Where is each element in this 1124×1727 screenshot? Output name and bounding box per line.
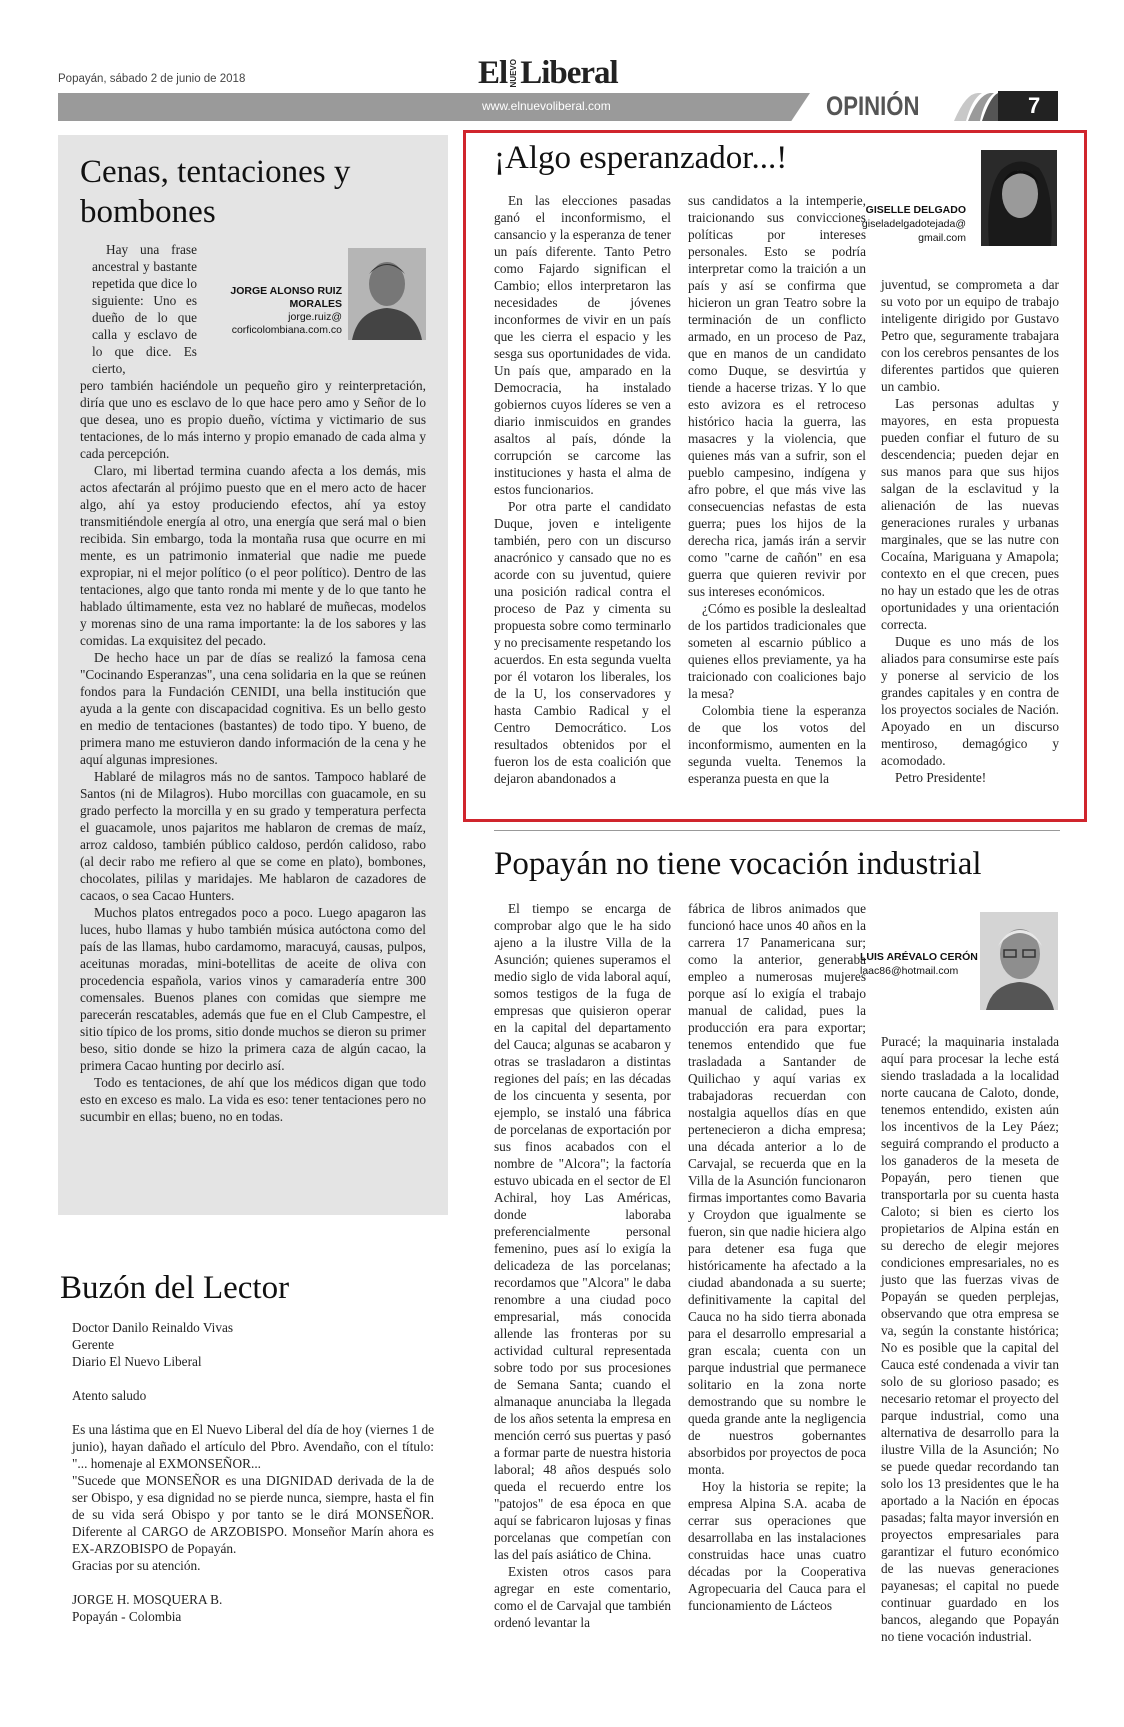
letter-line: Doctor Danilo Reinaldo Vivas — [72, 1320, 234, 1335]
author-byline — [860, 950, 980, 978]
header-date: Popayán, sábado 2 de junio de 2018 — [58, 73, 246, 85]
letter-body — [72, 1319, 434, 1625]
author-name: GISELLE DELGADO — [865, 204, 966, 216]
letter-line: Atento saludo — [72, 1388, 147, 1403]
article-paragraph: Hay una frase ancestral y bastante repetida que dice lo siguiente: Uno es dueño de lo que calla y esclavo de lo que dice. Es cierto, — [92, 242, 197, 376]
letter-line: Diario El Nuevo Liberal — [72, 1354, 202, 1369]
website-link[interactable]: www.elnuevoliberal.com — [482, 99, 611, 113]
section-divider — [494, 830, 1060, 831]
letter-line: "Sucede que MONSEÑOR es una DIGNIDAD derivada de la de ser Obispo, y esa dignidad no se pierde nunca, siempre, hasta el fin de su vida será Obispo y por tanto se le dirá MONSEÑOR. Diferente al CARGO de ARZOBISPO. Monseñor Marín ahora es EX-ARZOBISPO de Popayán. — [72, 1473, 434, 1556]
article-paragraph: fábrica de libros animados que funcionó hace unos 40 años en la carrera 17 Panamericana sur; como la anterior, generaba empleo a numerosas mujeres porque así lo exigía el trabajo manual de calidad, pues la producción era para exportar; tenemos entendido que fue trasladada a Santander de Quilichao y aquí varias ex trabajadoras recuerdan con nostalgia aquellos días en que pertenecieron a dicha empresa; una década anterior a lo de Carvajal, se recuerda que en la Villa de la Asunción funcionaron firmas importantes como Bavaria y Croydon que igualmente se fueron, sin que nadie hiciera algo para detener esa fuga que históricamente ha afectado a la ciudad abandonada a su suerte; definitivamente la capital del Cauca no ha sido tierra abonada para el desarrollo empresarial a gran escala; cuenta con un parque industrial que permanece solitario en la zona norte demostrando que su nombre le queda grande ante la negligencia de nuestros gobernantes absorbidos por proyectos de poca monta. — [688, 901, 866, 1477]
letter-line: Es una lástima que en El Nuevo Liberal del día de hoy (viernes 1 de junio), hayan dañado el artículo del Pbro. Avendaño, con el título: "... homenaje al EXMONSEÑOR... — [72, 1422, 434, 1471]
article-column-2 — [688, 900, 866, 1614]
article-body — [80, 377, 426, 1125]
newspaper-logo[interactable] — [478, 55, 638, 91]
letter-line: Gracias por su atención. — [72, 1558, 201, 1573]
article-paragraph: juventud, se comprometa a dar su voto por un equipo de trabajo inteligente dirigido por Gustavo Petro que, seguramente trabajara con los cerebros pensantes de los diferentes partidos que quieren un cambio. — [881, 277, 1059, 394]
section-name: OPINIÓN — [826, 91, 920, 121]
article-paragraph: Muchos platos entregados poco a poco. Luego apagaron las luces, hubo llamas y hubo también música autóctona como del país de las llamas, hubo cardamomo, maracuyá, causas, pulpos, aceitunas moradas, mini-botellitas de aceite de oliva con procedencia española, varios vinos y camaradería entre 300 comensales. Buenos planes con comidas que siempre me parecerán rescatables, además que fue en el Club Campestre, el sitio típico de los proms, sitio donde muchos se dieron su primer beso, sitio donde se hizo la primera caza de algún cacao, la primera Cacao hunting por decirlo así. — [80, 905, 426, 1073]
author-photo — [980, 912, 1058, 1010]
author-portrait-icon — [980, 912, 1058, 1010]
article-column-3 — [881, 276, 1059, 786]
author-photo — [981, 150, 1057, 246]
article-paragraph: Claro, mi libertad termina cuando afecta a los demás, mis actos afectarán al prójimo puesto que en el mero acto de hacer algo, ahí ya estoy produciendo efectos, ahí ya estoy transmitiéndole energía al otro, una energía que será mal o bien recibida. Sin embargo, toda la montaña rusa que ocurre en mi mente, es un patrimonio inmaterial que nadie me puede expropiar, ni el mejor político (o el peor político). Dentro de las tentaciones, algo que tanto ronda mi mente y de lo que tanto he hablado últimamente, esta vez no hablaré de muñecas, modelos y morenas sino de una rama importante: la de los sabores y las comidas. La exquisitez del pecado. — [80, 463, 426, 648]
author-name: JORGE ALONSO RUIZ MORALES — [230, 285, 342, 310]
logo-nuevo: NUEVO — [509, 58, 519, 88]
article-column-3 — [881, 1033, 1059, 1645]
article-paragraph: pero también haciéndole un pequeño giro y reinterpretación, diría que uno es esclavo de lo que hace pero amo y Señor de lo que desea, uno es propio dueño, víctima y victimario de sus tentaciones, de lo más interno y propio emanado de cada alma y cada percepción. — [80, 378, 426, 461]
letter-line — [72, 1370, 434, 1387]
author-email[interactable]: giseladelgadotejada@ gmail.com — [861, 218, 966, 244]
article-column-1 — [494, 192, 671, 787]
article-paragraph: En las elecciones pasadas ganó el inconformismo, el cansancio y la esperanza de tener un país diferente. Tanto Petro como Fajardo significan el Cambio; ellos interpretaron las necesidades de jóvenes inconformes de vivir en un país que les cierra el espacio y les sesga sus oportunidades de vida. Un país que, amparado en la Democracia, ha instalado gobiernos cuyos líderes se ven a diario inmiscuidos en grandes asaltos al país, dónde la corrupción se carcome las instituciones y hasta el alma de estos funcionarios. — [494, 193, 671, 497]
article-paragraph: ¿Cómo es posible la deslealtad de los partidos tradicionales que someten al escarnio público a quienes ellos previamente, ya ha traicionado con coaliciones bajo la mesa? — [688, 601, 866, 701]
article-paragraph: Colombia tiene la esperanza de que los votos del inconformismo, aumenten en la segunda vuelta. Tenemos la esperanza puesta en que la — [688, 703, 866, 786]
article-paragraph: Duque es uno más de los aliados para consumirse este país y ponerse al servicio de los grandes capitales y en contra de los proyectos sociales de Nación. Apoyado en un discurso mentiroso, demagógico y acomodado. — [881, 634, 1059, 768]
author-portrait-icon — [348, 248, 426, 340]
letter-line: Gerente — [72, 1337, 115, 1352]
article-title[interactable]: ¡Algo esperanzador...! — [494, 140, 788, 176]
article-paragraph: Todo es tentaciones, de ahí que los médicos digan que todo esto en exceso es malo. La vida es eso: tener tentaciones pero no sucumbir en ellas; bueno, no en todas. — [80, 1075, 426, 1124]
author-email[interactable]: laac86@hotmail.com — [860, 965, 959, 977]
author-email[interactable]: jorge.ruiz@ corficolombiana.com.co — [231, 311, 342, 336]
article-paragraph: El tiempo se encarga de comprobar algo que le ha sido ajeno a la ilustre Villa de la Asunción; quienes superamos el medio siglo de vida laboral aquí, somos testigos de la fuga de empresas que quisieron operar en la capital del departamento del Cauca; algunas se acabaron y otras se trasladaron a distintas regiones del país; en las décadas de los cincuenta y sesenta, por ejemplo, se instaló una fábrica de porcelanas de exportación por sus finos acabados con el nombre de "Alcora"; la factoría estuvo ubicada en el sector de El Achiral, hoy Las Américas, donde laboraba preferencialmente personal femenino, pues así lo exigía la delicadeza de las porcelanas; recordamos que "Alcora" le daba renombre a una ciudad poco empresarial, más conocida allende las fronteras por su actividad cultural representada sobre todo por sus procesiones de Semana Santa; cuando el almanaque anunciaba la llegada de los años setenta la empresa en mención cerró sus puertas y pasó a formar parte de nuestra historia laboral; 48 años después solo queda el recuerdo entre los "patojos" de esa época en que aquí se fabricaron lujosas y finas porcelanas que competían con las del país asiático de China. — [494, 901, 671, 1562]
author-byline — [218, 285, 342, 337]
letter-line — [72, 1574, 434, 1591]
letter-line: Popayán - Colombia — [72, 1609, 182, 1624]
article-title[interactable]: Popayán no tiene vocación industrial — [494, 846, 982, 882]
page-number: 7 — [1028, 93, 1041, 118]
section-stripes-icon — [950, 93, 998, 121]
letters-title[interactable]: Buzón del Lector — [60, 1270, 290, 1306]
article-paragraph: Las personas adultas y mayores, en esta propuesta pueden confiar el futuro de su descendencia; pueden dejar en sus manos para que sus hijos salgan de la esclavitud y la alienación de las nuevas generaciones rurales y urbanas marginales, que se las nutre con Cocaína, Mariguana y Amapola; contexto en el que crecen, pues no hay un estado que les de otras oportunidades y una orientación correcta. — [881, 396, 1059, 632]
article-paragraph: Existen otros casos para agregar en este comentario, como el de Carvajal que también ordenó levantar la — [494, 1564, 671, 1630]
article-body-intro — [92, 241, 197, 377]
article-column-1 — [494, 900, 671, 1631]
article-paragraph: Puracé; la maquinaria instalada aquí para procesar la leche está siendo trasladada a la localidad norte caucana de Caloto, donde, tenemos entendido, existen aún los incentivos de la Ley Páez; seguirá comprando el producto a los ganaderos de la meseta de Popayán, pero tienen que transportarla por su cuenta hasta Caloto; si bien es cierto los propietarios de Alpina están en su derecho de elegir mejores condiciones empresariales, no es justo que las fuerzas vivas de Popayán se queden perplejas, observando que otra empresa se va, según la constante histórica; No es posible que la capital del Cauca esté condenada a vivir tan solo de su glorioso pasado; es necesario retomar el proyecto del parque industrial, como una alternativa de desarrollo para la ilustre Villa de la Asunción; No se puede quedar recordando tan solo los 13 presidentes que le ha aportado a la Nación en épocas pasadas; falta mayor inversión en proyectos empresariales para garantizar el futuro económico de las nuevas generaciones payanesas; el capital no puede continuar guardado en los bancos, alegando que Popayán no tiene vocación industrial. — [881, 1034, 1059, 1644]
logo-liberal: Liberal — [520, 54, 618, 91]
author-name: LUIS ARÉVALO CERÓN — [860, 951, 978, 963]
article-paragraph: De hecho hace un par de días se realizó la famosa cena "Cocinando Esperanzas", una cena solidaria en la que se reúnen fondos para la Fundación CENIDI, una bella institución que ayuda a la gente con discapacidad cognitiva. Es un bello gesto en medio de tentaciones (bastantes) de todo tipo. Y bueno, de primera mano me estuvieron dando información de la cena y he aquí algunas impresiones. — [80, 650, 426, 767]
article-column-2 — [688, 192, 866, 787]
logo-el: El — [478, 54, 508, 91]
article-paragraph: Petro Presidente! — [895, 770, 987, 785]
letter-line — [72, 1404, 434, 1421]
article-title[interactable]: Cenas, tentaciones y bombones — [80, 154, 351, 230]
author-portrait-icon — [981, 150, 1057, 246]
author-photo — [348, 248, 426, 340]
letter-line: JORGE H. MOSQUERA B. — [72, 1592, 223, 1607]
article-paragraph: sus candidatos a la intemperie, traicionando sus convicciones políticas por intereses personales. Esto se podría interpretar como la traición a un país y así se confirma que hicieron un gran Teatro sobre la terminación de un conflicto armado, en un proceso de Paz, que en manos de un candidato como Duque, se desvirtúa y tiende a hacerse trizas. Y lo que esto avizora es el retroceso histórico hacia la guerra, las masacres y la violencia, que quienes más van a sufrir, son el pueblo campesino, indígena y afro pobre, el que más vive las consecuencias nefastas de esta guerra; pues los hijos de la derecha rica, jamás irán a servir como "carne de cañón" en esa guerra que quieren revivir por sus intereses económicos. — [688, 193, 866, 599]
article-paragraph: Hablaré de milagros más no de santos. Tampoco hablaré de Santos (ni de Milagros). Hubo morcillas con guacamole, en su grado perfecto la morcilla y en su grado y temperatura perfecta el guacamole, unos pajaritos me hablaron de cremas de maíz, arroz caldoso, también público caldoso, perdón calidoso, rabo (al decir rabo me refiero al que se come en plato), bombones, chocolates, pililas y maridajes. Me hablaron de cazadores de cacaos, o sea Cacao Hunters. — [80, 769, 426, 903]
article-paragraph: Hoy la historia se repite; la empresa Alpina S.A. acaba de cerrar sus operaciones que desarrollaba en las instalaciones construidas hace unas cuatro décadas por la Cooperativa Agropecuaria del Cauca para el funcionamiento de Lácteos — [688, 1479, 866, 1613]
article-paragraph: Por otra parte el candidato Duque, joven e inteligente también, pero con un discurso anacrónico y cansado que no es acorde con su juventud, quiere una posición radical contra el proceso de Paz y cimenta su propuesta sobre como terminarlo y no precisamente respetando los acuerdos. En esta segunda vuelta por él votaron los liberales, los de la U, los conservadores y hasta Cambio Radical y el Centro Democrático. Los resultados obtenidos por el fueron los de esta coalición que dejaron abandonados a — [494, 499, 671, 786]
